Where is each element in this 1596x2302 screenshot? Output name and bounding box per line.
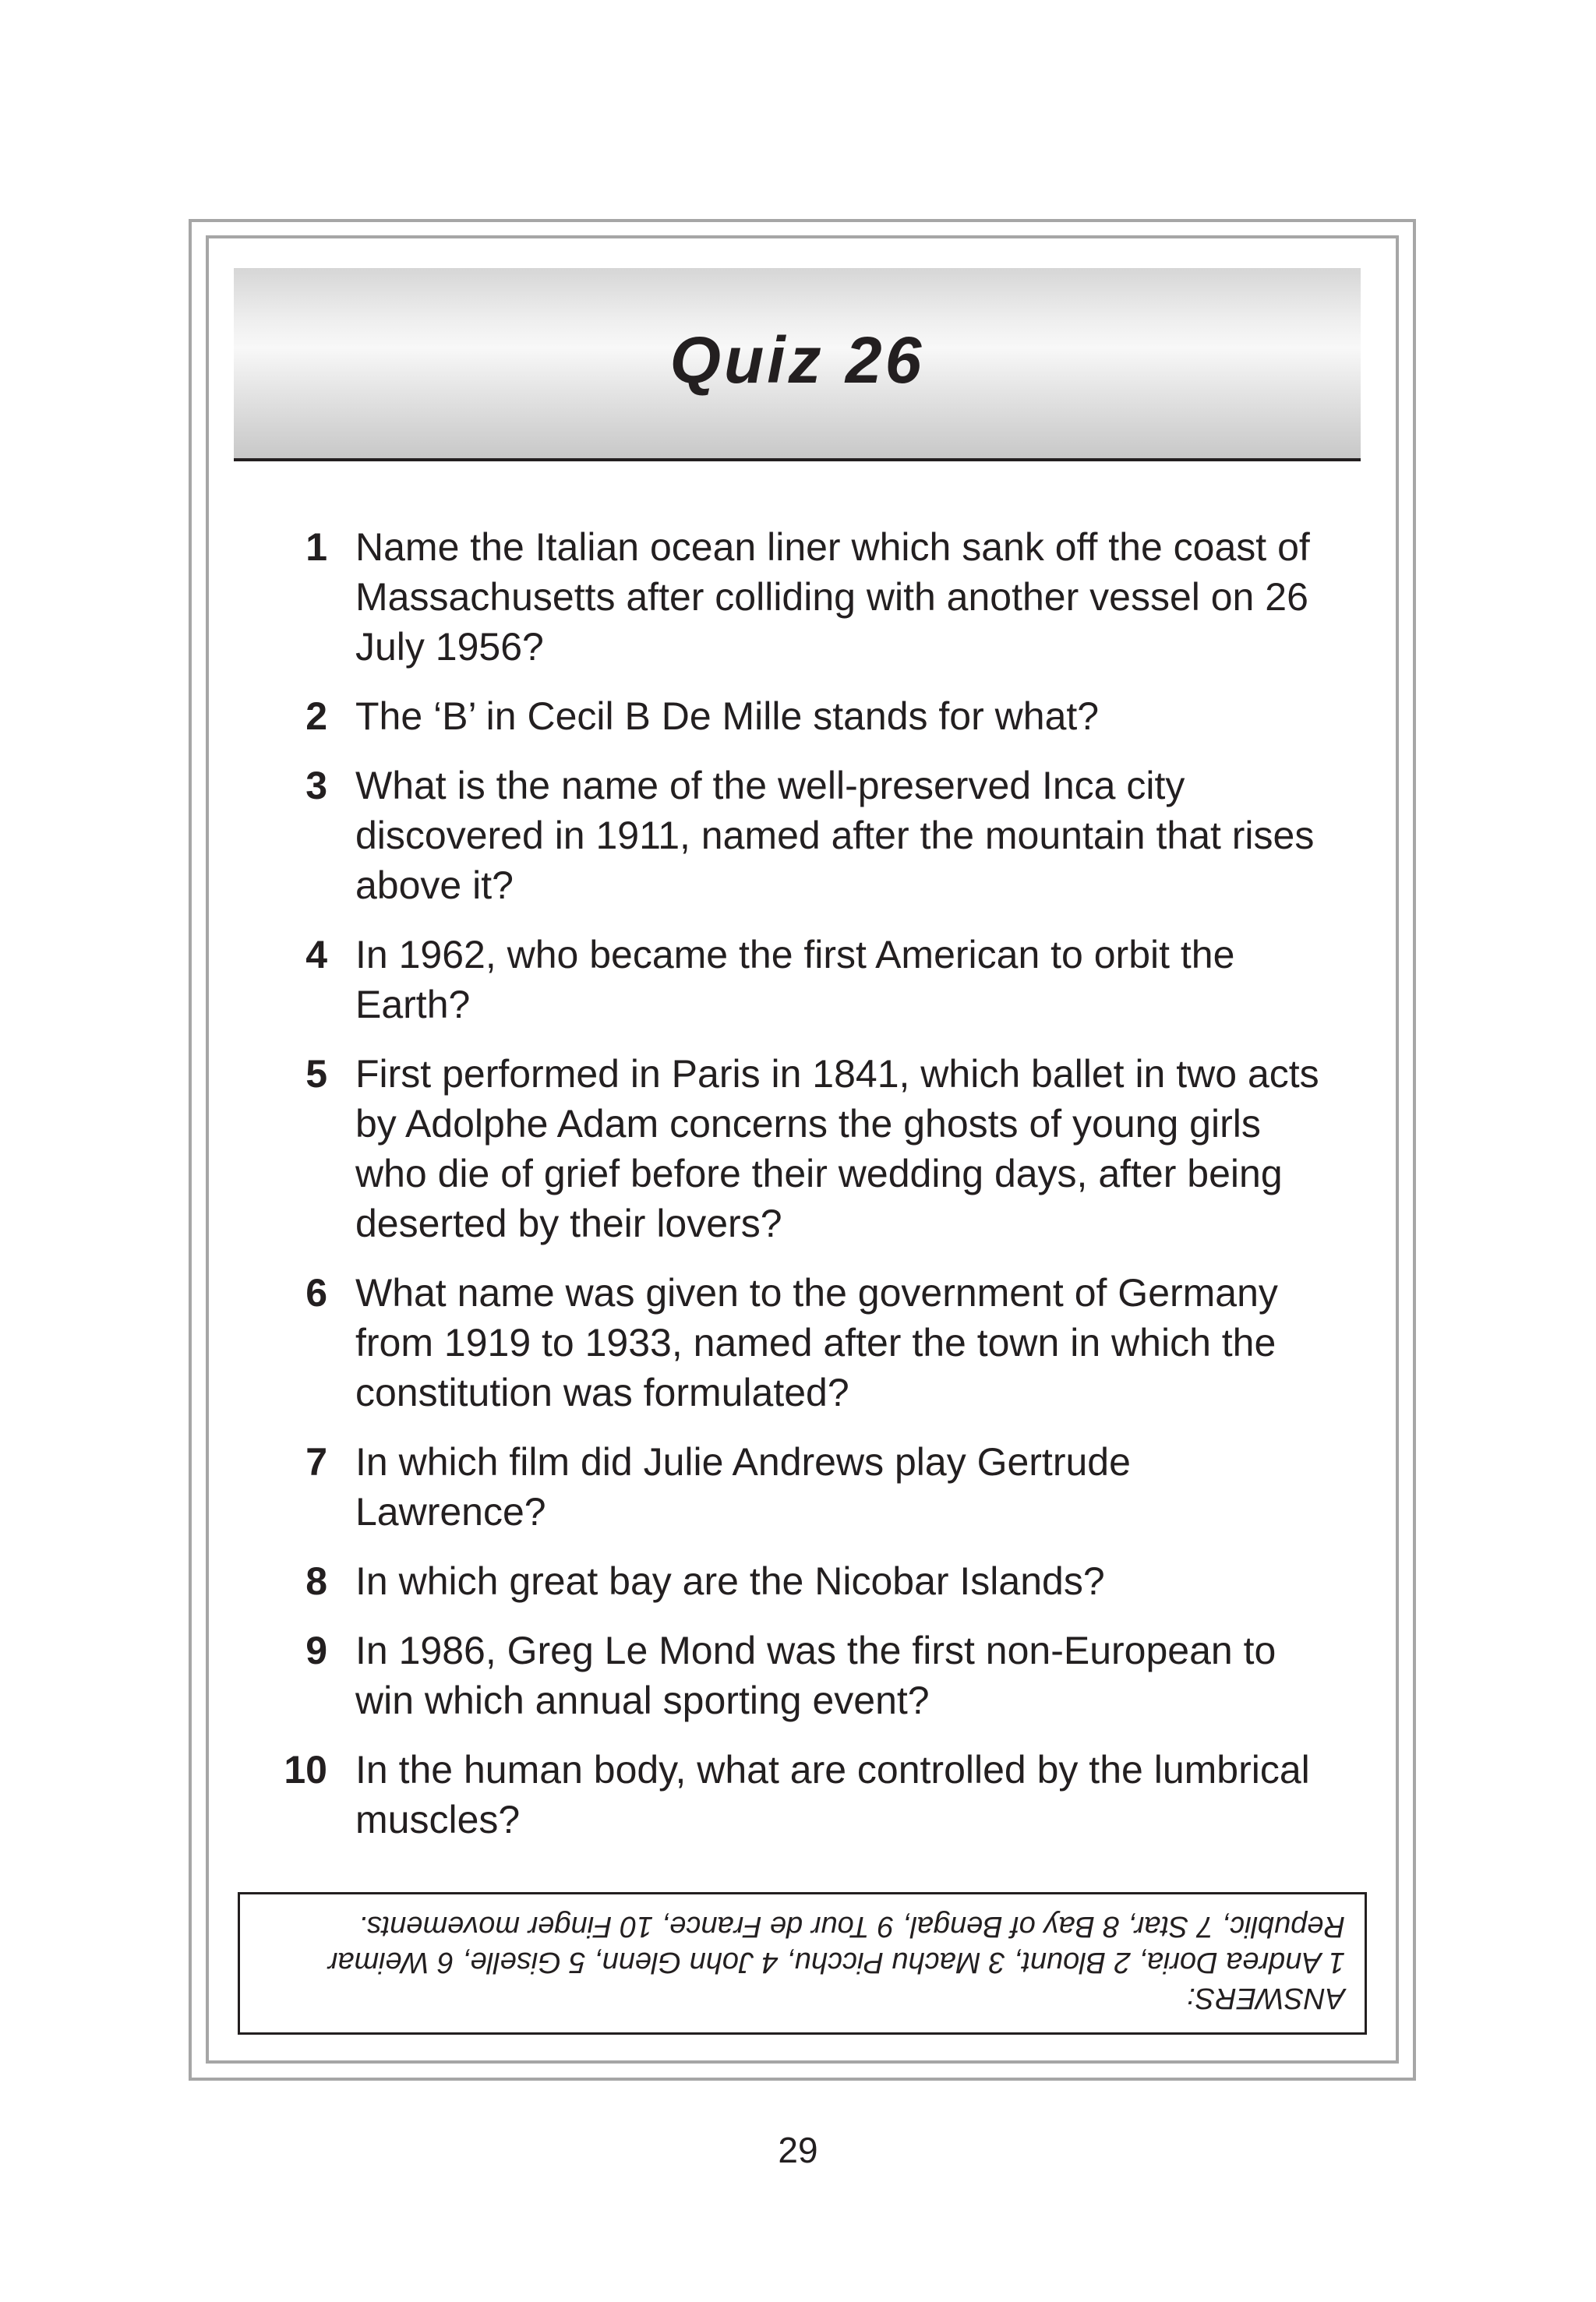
question-item bbox=[273, 1049, 1364, 1248]
question-number: 5 bbox=[305, 1052, 327, 1096]
question-item bbox=[273, 1268, 1364, 1418]
question-item bbox=[273, 1437, 1364, 1537]
question-text: In the human body, what are controlled by the lumbrical muscles? bbox=[355, 1748, 1310, 1841]
page-title: Quiz 26 bbox=[669, 323, 925, 397]
upside-down-answers bbox=[262, 1908, 1345, 2016]
answers-heading: ANSWERS: bbox=[1187, 1982, 1345, 2014]
question-number: 3 bbox=[305, 764, 327, 807]
question-text: In 1986, Greg Le Mond was the first non-European to win which annual sporting event? bbox=[355, 1629, 1276, 1722]
question-number: 1 bbox=[305, 525, 327, 569]
question-item bbox=[273, 1745, 1364, 1845]
question-number: 10 bbox=[284, 1748, 327, 1792]
question-number: 6 bbox=[305, 1271, 327, 1315]
question-number: 9 bbox=[305, 1629, 327, 1672]
question-text: The ‘B’ in Cecil B De Mille stands for what? bbox=[355, 694, 1100, 738]
question-item bbox=[273, 761, 1364, 910]
answers-line-2: Republic, 7 Star, 8 Bay of Bengal, 9 Tour de France, 10 Finger movements. bbox=[358, 1910, 1345, 1943]
question-text: In 1962, who became the first American to orbit the Earth? bbox=[355, 933, 1235, 1026]
answers-line-1: 1 Andrea Doria, 2 Blount, 3 Machu Picchu, 4 John Glenn, 5 Giselle, 6 Weimar bbox=[327, 1946, 1345, 1979]
question-number: 2 bbox=[305, 694, 327, 738]
question-number: 8 bbox=[305, 1559, 327, 1603]
question-text: Name the Italian ocean liner which sank off the coast of Massachusetts after colliding with another vessel on 26 July 1956? bbox=[355, 525, 1310, 669]
question-text: What is the name of the well-preserved Inca city discovered in 1911, named after the mountain that rises above it? bbox=[355, 764, 1315, 907]
question-item bbox=[273, 1556, 1364, 1606]
question-list bbox=[273, 522, 1364, 1864]
question-item bbox=[273, 691, 1364, 741]
answer-box bbox=[238, 1892, 1367, 2035]
page-number: 29 bbox=[778, 2130, 818, 2170]
question-text: In which great bay are the Nicobar Islands? bbox=[355, 1559, 1105, 1603]
question-number: 7 bbox=[305, 1440, 327, 1484]
question-number: 4 bbox=[305, 933, 327, 976]
question-text: First performed in Paris in 1841, which ballet in two acts by Adolphe Adam concerns the ghosts of young girls who die of grief before their wedding days, after being deserted by their lovers? bbox=[355, 1052, 1319, 1245]
question-item bbox=[273, 930, 1364, 1029]
question-text: What name was given to the government of Germany from 1919 to 1933, named after the town in which the constitution was formulated? bbox=[355, 1271, 1278, 1414]
title-banner bbox=[234, 268, 1361, 461]
question-item bbox=[273, 522, 1364, 672]
question-text: In which film did Julie Andrews play Gertrude Lawrence? bbox=[355, 1440, 1131, 1534]
question-item bbox=[273, 1626, 1364, 1725]
